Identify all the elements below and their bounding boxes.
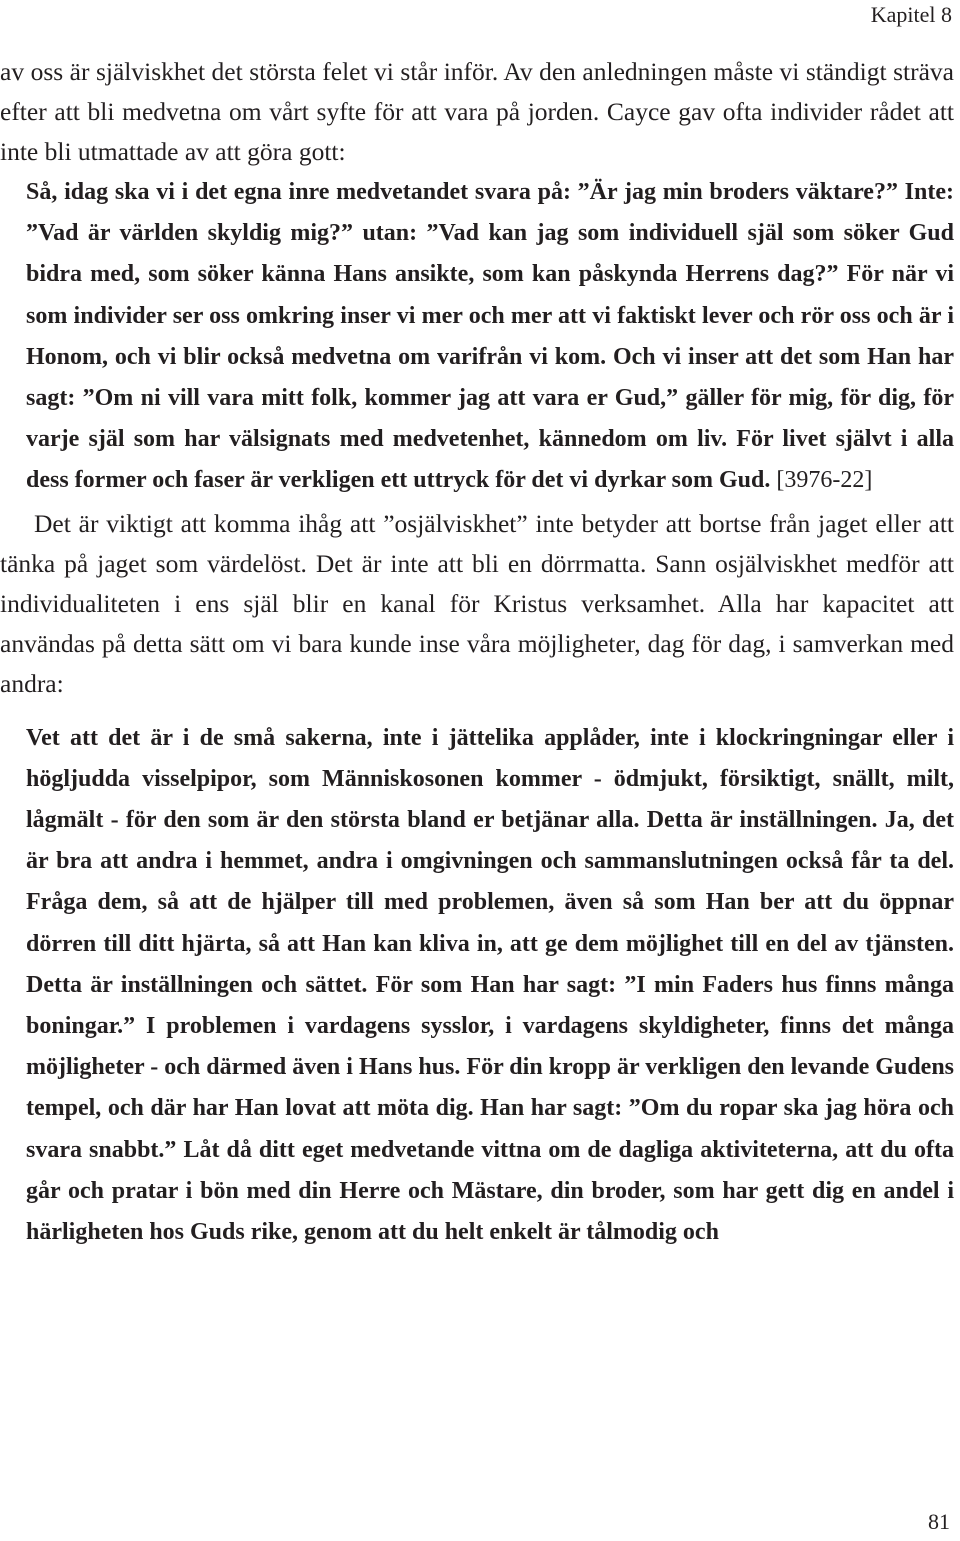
chapter-header: Kapitel 8 [870,2,952,27]
paragraph-unselfishness: Det är viktigt att komma ihåg att ”osjälviskhet” inte betyder att bortse från jaget eller att tänka på jaget som värdelöst. Det är inte att bli en dörrmatta. Sann osjälviskhet medför att individualiteten i ens själ blir en kanal för Kristus verksamhet. Alla har kapacitet att användas på detta sätt om vi bara kunde inse våra möjligheter, dag för dag, i samverkan med andra: [0,508,954,698]
page-number: 81 [928,1509,950,1534]
page-content [0,52,954,1253]
quote-block-1 [0,172,954,502]
quote-block-2: Vet att det är i de små sakerna, inte i jättelika applåder, inte i klockringningar eller i högljudda visselpipor, som Människosonen kommer - ödmjukt, försiktigt, snällt, milt, lågmält - för den som är den största bland er betjänar alla. Detta är inställningen. Ja, det är bra att andra i hemmet, andra i omgivningen och sammanslutningen också får ta del. Fråga dem, så att de hjälper till med problemen, även så som Han ber att du öppnar dörren till ditt hjärta, så att Han kan kliva in, att ge dem möjlighet till en del av tjänsten. Detta är inställningen och sättet. För som Han har sagt: ”I min Faders hus finns många boningar.” I problemen i vardagens sysslor, i vardagens skyldigheter, finns det många möjligheter - och därmed även i Hans hus. För din kropp är verkligen den levande Gudens tempel, och där har Han lovat att möta dig. Han har sagt: ”Om du ropar ska jag höra och svara snabbt.” Låt då ditt eget medvetande vittna om de dagliga aktiviteterna, att du ofta går och pratar i bön med din Herre och Mästare, din broder, som har gett dig en andel i härligheten hos Guds rike, genom att du helt enkelt är tålmodig och [26,724,954,1246]
quote-1-reference: [3976-22] [770,467,873,494]
paragraph-intro: av oss är själviskhet det största felet vi står inför. Av den anledningen måste vi ständigt sträva efter att bli medvetna om vårt syfte för att vara på jorden. Cayce gav ofta individer rådet att inte bli utmattade av att göra gott: [0,57,954,166]
quote-1-text: Så, idag ska vi i det egna inre medvetandet svara på: ”Är jag min broders väktare?” Inte: ”Vad är världen skyldig mig?” utan: ”Vad kan jag som individuell själ som söker Gud bidra med, som söker känna Hans ansikte, som kan påskynda Herrens dag?” För när vi som individer ser oss omkring inser vi mer och mer att vi faktiskt lever och rör oss och är i Honom, och vi blir också medvetna om varifrån vi kom. Och vi inser att det som Han har sagt: ”Om ni vill vara mitt folk, kommer jag att vara er Gud,” gäller för mig, för dig, för varje själ som har välsignats med medvetenhet, kännedom om liv. För livet självt i alla dess former och faser är verkligen ett uttryck för det vi dyrkar som Gud. [26,179,954,494]
spacer [0,704,954,718]
